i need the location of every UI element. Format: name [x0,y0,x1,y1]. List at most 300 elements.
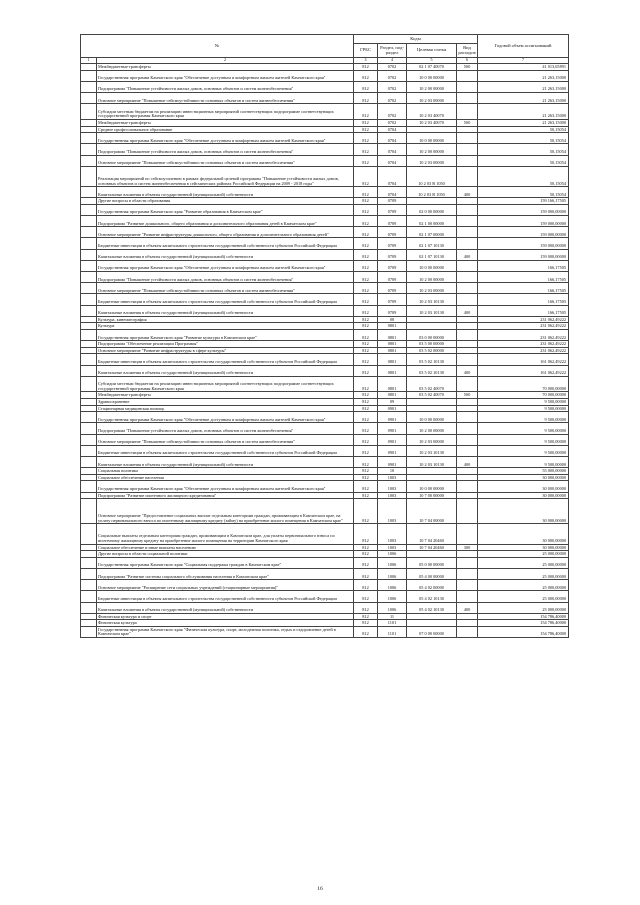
grbs-cell: 812 [354,216,378,227]
target-article-cell: 05 4 02 00000 [407,580,457,591]
column-number: 1 [81,58,97,64]
razdel-cell: 1006 [378,557,407,568]
row-title-cell: Межбюджетные трансферты [97,392,354,399]
razdel-cell: 0704 [378,126,407,133]
table-row [81,329,569,340]
expense-type-cell [457,405,478,412]
amount-cell: 70 000,00000 [478,392,569,399]
table-row [81,580,569,591]
grbs-cell: 812 [354,347,378,354]
target-article-cell: 03 5 02 10130 [407,365,457,376]
expense-type-cell: 500 [457,119,478,126]
row-title-cell: Социальная политика [97,468,354,475]
table-row [81,499,569,524]
row-title-cell: Социальное обеспечение населения [97,474,354,481]
target-article-cell: 02 0 00 00000 [407,204,457,215]
row-title-cell: Бюджетные инвестиции в объекты капитального строительства государственной собственности субъектов Российской Федерации [97,591,354,602]
column-number: 6 [457,58,478,64]
amount-cell: 50,15054 [478,144,569,155]
expense-type-cell [457,104,478,120]
amount-cell: 159 000,00000 [478,204,569,215]
row-title-cell: Подпрограмма "Повышение устойчивости жилых домов, основных объектов и систем жизнеобеспечения" [97,423,354,434]
column-number: 7 [478,58,569,64]
grbs-cell: 812 [354,626,378,637]
grbs-cell: 812 [354,602,378,613]
target-article-cell: 10 2 03 00000 [407,283,457,294]
target-article-cell: 10 2 03 40070 [407,104,457,120]
grbs-cell: 812 [354,316,378,323]
grbs-cell: 812 [354,166,378,186]
target-article-cell: 05 4 00 00000 [407,568,457,579]
row-number-cell [81,405,97,412]
table-row [81,260,569,271]
razdel-cell: 0702 [378,104,407,120]
grbs-cell: 812 [354,405,378,412]
expense-type-cell [457,347,478,354]
target-article-cell: 10 2 03 10130 [407,305,457,316]
table-row [81,524,569,544]
row-title-cell: Другие вопросы в области социальной политики [97,551,354,558]
target-article-cell [407,399,457,406]
grbs-cell: 812 [354,399,378,406]
row-number-cell [81,204,97,215]
expense-type-cell [457,399,478,406]
grbs-cell: 812 [354,144,378,155]
expense-type-cell [457,580,478,591]
row-title-cell: Подпрограмма "Развитие ипотечного жилищного кредитования" [97,492,354,499]
razdel-cell: 1006 [378,568,407,579]
target-article-cell [407,316,457,323]
expense-type-cell [457,227,478,238]
razdel-cell: 1003 [378,544,407,551]
razdel-cell: 0901 [378,405,407,412]
row-title-cell: Капитальные вложения в объекты государственной (муниципальной) собственности [97,249,354,260]
razdel-cell: 0709 [378,249,407,260]
expense-type-cell [457,238,478,249]
table-row [81,341,569,348]
amount-cell: 9 500,00000 [478,412,569,423]
target-article-cell [407,405,457,412]
table-row [81,474,569,481]
row-title-cell: Стационарная медицинская помощь [97,405,354,412]
row-title-cell: Основное мероприятие "Повышение сейсмоустойчивости основных объектов и систем жизнеобеспечения" [97,434,354,445]
table-row [81,126,569,133]
amount-cell: 21 263,15000 [478,104,569,120]
amount-cell: 231 062,49222 [478,316,569,323]
grbs-cell: 812 [354,445,378,456]
amount-cell: 161 062,49222 [478,365,569,376]
row-title-cell: Государственная программа Камчатского края "Развитие образования в Камчатском крае" [97,204,354,215]
expense-type-cell: 300 [457,544,478,551]
table-row [81,187,569,198]
amount-cell: 9 500,00000 [478,445,569,456]
row-title-cell: Физическая культура и спорт [97,613,354,620]
expense-type-cell [457,524,478,544]
row-number-cell [81,249,97,260]
razdel-cell: 11 [378,613,407,620]
expense-type-cell [457,591,478,602]
grbs-cell: 812 [354,260,378,271]
amount-cell: 30 000,00000 [478,474,569,481]
razdel-cell: 0709 [378,204,407,215]
table-row [81,70,569,81]
amount-cell: 166,17505 [478,305,569,316]
expense-type-cell [457,126,478,133]
grbs-cell: 812 [354,392,378,399]
razdel-cell: 0709 [378,238,407,249]
grbs-cell: 812 [354,155,378,166]
expense-type-cell [457,316,478,323]
target-article-cell: 03 5 02 40070 [407,376,457,392]
target-article-cell: 05 4 02 10130 [407,602,457,613]
amount-cell: 50,15054 [478,187,569,198]
grbs-cell: 812 [354,104,378,120]
expense-type-cell [457,81,478,92]
grbs-cell: 812 [354,412,378,423]
row-number-cell [81,468,97,475]
razdel-cell: 0704 [378,155,407,166]
expense-type-cell [457,492,478,499]
expense-type-cell [457,474,478,481]
row-number-cell [81,316,97,323]
column-number: 3 [354,58,378,64]
target-article-cell: 10 0 00 00000 [407,412,457,423]
amount-cell: 25 000,00000 [478,557,569,568]
table-row [81,81,569,92]
grbs-cell: 812 [354,613,378,620]
row-number-cell [81,613,97,620]
row-number-cell [81,198,97,205]
expense-type-cell [457,468,478,475]
target-article-cell: 03 5 02 00000 [407,347,457,354]
table-row [81,544,569,551]
amount-cell: 21 263,15000 [478,92,569,103]
grbs-cell: 812 [354,341,378,348]
row-number-cell [81,329,97,340]
row-number-cell [81,568,97,579]
row-number-cell [81,399,97,406]
table-row [81,216,569,227]
row-title-cell: Субсидии местным бюджетам на реализацию инвестиционных мероприятий соответствующих подпрограмме соответствующих государственной программы Камчатского края [97,104,354,120]
row-number-cell [81,392,97,399]
column-number: 4 [378,58,407,64]
row-title-cell: Бюджетные инвестиции в объекты капитального строительства государственной собственности субъектов Российской Федерации [97,294,354,305]
grbs-cell: 812 [354,81,378,92]
table-row [81,155,569,166]
row-number-cell [81,341,97,348]
table-row [81,445,569,456]
target-article-cell [407,613,457,620]
row-number-cell [81,216,97,227]
amount-cell: 161 062,49222 [478,354,569,365]
target-article-cell [407,126,457,133]
grbs-cell: 812 [354,323,378,330]
row-title-cell: Капитальные вложения в объекты государственной (муниципальной) собственности [97,602,354,613]
expense-type-cell: 400 [457,187,478,198]
target-article-cell: 10 2 03 10130 [407,294,457,305]
amount-cell: 21 263,15000 [478,70,569,81]
target-article-cell: 10 7 04 20460 [407,524,457,544]
row-title-cell: Основное мероприятие "Расширение сети социальных учреждений (стационарные мероприятия)" [97,580,354,591]
table-row [81,405,569,412]
table-header [81,35,569,64]
razdel-cell: 0709 [378,216,407,227]
header-codes: Коды [354,35,478,44]
razdel-cell: 0801 [378,392,407,399]
table-row [81,591,569,602]
amount-cell: 154 786,40000 [478,626,569,637]
grbs-cell: 812 [354,92,378,103]
column-number: 2 [97,58,354,64]
table-row [81,468,569,475]
razdel-cell: 0702 [378,119,407,126]
table-row [81,294,569,305]
table-row [81,376,569,392]
target-article-cell: 02 1 07 10130 [407,249,457,260]
amount-cell: 231 062,49222 [478,329,569,340]
table-row [81,249,569,260]
grbs-cell: 812 [354,434,378,445]
amount-cell: 159 000,00000 [478,216,569,227]
row-title-cell: Социальные выплаты отдельным категориям граждан, проживающим в Камчатском крае, для уплаты первоначального взноса по ипотечному жилищному кредиту на приобретение жилого помещения на территории Камчатского края [97,524,354,544]
amount-cell: 30 000,00000 [478,524,569,544]
expense-type-cell [457,272,478,283]
expense-type-cell [457,376,478,392]
row-title-cell: Межбюджетные трансферты [97,119,354,126]
grbs-cell: 812 [354,133,378,144]
razdel-cell: 1003 [378,524,407,544]
expense-type-cell [457,481,478,492]
row-number-cell [81,272,97,283]
row-number-cell [81,591,97,602]
header-razdel: Раздел, под-раздел [378,44,407,58]
row-title-cell: Субсидии местным бюджетам на реализацию инвестиционных мероприятий соответствующих подпрограмме соответствующих государственной программы Камчатского края [97,376,354,392]
grbs-cell: 812 [354,272,378,283]
row-title-cell: Другие вопросы в области образования [97,198,354,205]
row-number-cell [81,64,97,71]
razdel-cell: 1101 [378,626,407,637]
table-row [81,365,569,376]
expense-type-cell [457,166,478,186]
row-number-cell [81,457,97,468]
row-title-cell: Государственная программа Камчатского края "Обеспечение доступным и комфортным жильем жителей Камчатского края" [97,133,354,144]
grbs-cell: 812 [354,544,378,551]
row-number-cell [81,166,97,186]
target-article-cell: 10 2 03 00000 [407,434,457,445]
razdel-cell: 0801 [378,347,407,354]
target-article-cell: 02 1 07 10130 [407,238,457,249]
amount-cell: 166,17505 [478,294,569,305]
row-title-cell: Реализация мероприятий по сейсмоусилению в рамках федеральной целевой программы "Повышение устойчивости жилых домов, основных объектов и систем жизнеобеспечения в сейсмических районах Российской Федерации на 2009 - 2018 годы" [97,166,354,186]
row-title-cell: Подпрограмма "Развитие системы социального обслуживания населения в Камчатском крае" [97,568,354,579]
razdel-cell: 0704 [378,144,407,155]
row-number-cell [81,119,97,126]
table-body [81,64,569,638]
row-title-cell: Физическая культура [97,620,354,627]
razdel-cell: 1003 [378,481,407,492]
table-row [81,423,569,434]
expense-type-cell [457,323,478,330]
razdel-cell: 0901 [378,457,407,468]
target-article-cell: 10 2 03 R 1050 [407,166,457,186]
row-number-cell [81,238,97,249]
header-amount: Годовой объем ассигнований [478,35,569,58]
table-row [81,626,569,637]
row-number-cell [81,557,97,568]
row-title-cell: Основное мероприятие "Повышение сейсмоустойчивости основных объектов и систем жизнеобеспечения" [97,155,354,166]
row-title-cell: Государственная программа Камчатского края "Обеспечение доступным и комфортным жильем жителей Камчатского края" [97,481,354,492]
expense-type-cell [457,283,478,294]
row-title-cell: Бюджетные инвестиции в объекты капитального строительства государственной собственности субъектов Российской Федерации [97,354,354,365]
grbs-cell: 812 [354,423,378,434]
razdel-cell: 0709 [378,305,407,316]
razdel-cell: 1006 [378,602,407,613]
expense-type-cell [457,155,478,166]
grbs-cell: 812 [354,126,378,133]
target-article-cell [407,198,457,205]
amount-cell: 154 786,40000 [478,620,569,627]
amount-cell: 9 500,00000 [478,423,569,434]
expense-type-cell [457,329,478,340]
grbs-cell: 812 [354,591,378,602]
row-number-cell [81,551,97,558]
razdel-cell: 0801 [378,329,407,340]
table-row [81,316,569,323]
razdel-cell: 1101 [378,620,407,627]
table-row [81,551,569,558]
expense-type-cell [457,412,478,423]
razdel-cell: 1006 [378,551,407,558]
row-number-cell [81,602,97,613]
grbs-cell: 812 [354,204,378,215]
row-title-cell: Капитальные вложения в объекты государственной (муниципальной) собственности [97,457,354,468]
row-title-cell: Капитальные вложения в объекты государственной (муниципальной) собственности [97,365,354,376]
razdel-cell: 0709 [378,272,407,283]
expense-type-cell [457,144,478,155]
row-title-cell: Подпрограмма "Повышение устойчивости жилых домов, основных объектов и систем жизнеобеспечения" [97,144,354,155]
target-article-cell [407,323,457,330]
table-row [81,568,569,579]
expense-type-cell: 500 [457,64,478,71]
row-number-cell [81,323,97,330]
grbs-cell: 812 [354,227,378,238]
row-number-cell [81,544,97,551]
target-article-cell: 10 2 03 10130 [407,445,457,456]
table-row [81,144,569,155]
amount-cell: 231 062,49222 [478,323,569,330]
razdel-cell: 0801 [378,354,407,365]
grbs-cell: 812 [354,249,378,260]
razdel-cell: 08 [378,316,407,323]
razdel-cell: 1003 [378,499,407,524]
amount-cell: 50,15054 [478,155,569,166]
row-number-cell [81,133,97,144]
razdel-cell: 0709 [378,260,407,271]
row-number-cell [81,580,97,591]
expense-type-cell: 400 [457,249,478,260]
expense-type-cell [457,216,478,227]
target-article-cell: 10 2 03 00000 [407,92,457,103]
header-number: № [81,35,354,58]
grbs-cell: 812 [354,580,378,591]
row-number-cell [81,524,97,544]
razdel-cell: 0702 [378,92,407,103]
grbs-cell: 812 [354,376,378,392]
row-number-cell [81,347,97,354]
amount-cell: 166,17505 [478,272,569,283]
row-title-cell: Капитальные вложения в объекты государственной (муниципальной) собственности [97,305,354,316]
row-title-cell: Социальное обеспечение и иные выплаты населению [97,544,354,551]
razdel-cell: 0901 [378,445,407,456]
row-number-cell [81,620,97,627]
row-number-cell [81,294,97,305]
target-article-cell: 03 5 00 00000 [407,341,457,348]
expense-type-cell [457,557,478,568]
grbs-cell: 812 [354,365,378,376]
razdel-cell: 1003 [378,474,407,481]
expense-type-cell [457,341,478,348]
razdel-cell: 0704 [378,187,407,198]
target-article-cell: 10 7 00 00000 [407,492,457,499]
row-number-cell [81,481,97,492]
table-row [81,392,569,399]
amount-cell: 21 263,15000 [478,119,569,126]
amount-cell: 30 000,00000 [478,481,569,492]
amount-cell: 21 263,15000 [478,81,569,92]
grbs-cell: 812 [354,305,378,316]
header-csr: Целевая статья [407,44,457,58]
razdel-cell: 0702 [378,64,407,71]
amount-cell: 154 786,40000 [478,613,569,620]
target-article-cell: 10 2 00 00000 [407,144,457,155]
row-title-cell: Государственная программа Камчатского края "Обеспечение доступным и комфортным жильем жителей Камчатского края" [97,70,354,81]
expense-type-cell: 400 [457,365,478,376]
row-number-cell [81,305,97,316]
row-title-cell: Подпрограмма "Повышение устойчивости жилых домов, основных объектов и систем жизнеобеспечения" [97,272,354,283]
amount-cell: 25 000,00000 [478,568,569,579]
target-article-cell [407,468,457,475]
expense-type-cell [457,204,478,215]
target-article-cell: 03 5 02 10130 [407,354,457,365]
row-number-cell [81,144,97,155]
table-row [81,104,569,120]
expense-type-cell [457,198,478,205]
row-number-cell [81,445,97,456]
table-row [81,198,569,205]
row-number-cell [81,412,97,423]
expense-type-cell [457,613,478,620]
target-article-cell: 10 2 03 00000 [407,155,457,166]
expense-type-cell [457,551,478,558]
table-row [81,323,569,330]
amount-cell: 25 000,00000 [478,580,569,591]
row-title-cell: Основное мероприятие "Развитие инфраструктуры дошкольного, общего образования и дополнительного образования детей" [97,227,354,238]
target-article-cell: 10 7 04 20460 [407,544,457,551]
amount-cell: 55 000,00000 [478,468,569,475]
amount-cell: 159 166,17505 [478,198,569,205]
header-grbs: ГРБС [354,44,378,58]
amount-cell: 166,17505 [478,283,569,294]
row-number-cell [81,434,97,445]
expense-type-cell [457,499,478,524]
table-row [81,305,569,316]
razdel-cell: 0801 [378,376,407,392]
row-title-cell: Подпрограмма "Повышение устойчивости жилых домов, основных объектов и систем жизнеобеспечения" [97,81,354,92]
amount-cell: 231 062,49222 [478,341,569,348]
row-number-cell [81,283,97,294]
grbs-cell: 812 [354,499,378,524]
amount-cell: 9 500,00000 [478,399,569,406]
